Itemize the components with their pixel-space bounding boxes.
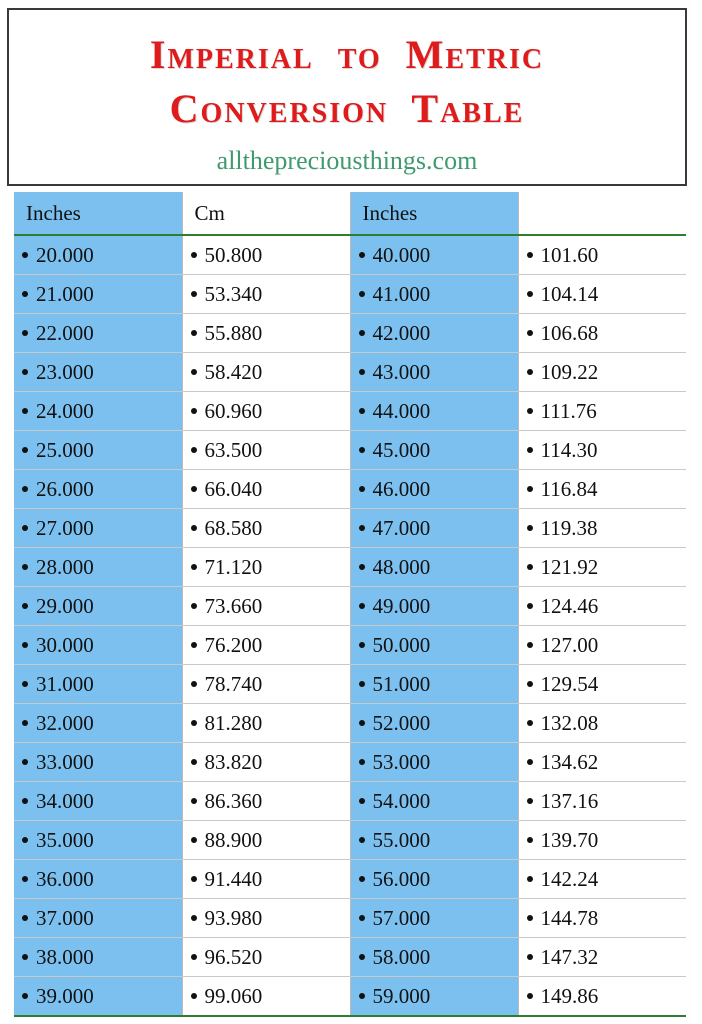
bullet-icon xyxy=(359,564,365,570)
column-header-inches-2: Inches xyxy=(350,192,518,235)
table-cell xyxy=(518,899,686,938)
bullet-icon xyxy=(527,369,533,375)
bullet-icon xyxy=(359,720,365,726)
table-header xyxy=(14,192,686,235)
table-cell xyxy=(518,626,686,665)
cell-value: 129.54 xyxy=(540,671,599,696)
cell-value: 59.000 xyxy=(372,983,431,1008)
cell-value: 109.22 xyxy=(540,359,599,384)
table-cell xyxy=(182,314,350,353)
bullet-icon xyxy=(22,330,28,336)
table-cell xyxy=(14,665,182,704)
cell-value: 119.38 xyxy=(540,515,598,540)
table-cell xyxy=(350,899,518,938)
bullet-icon xyxy=(359,681,365,687)
cell-value: 93.980 xyxy=(204,905,263,930)
table-cell xyxy=(182,353,350,392)
table-cell xyxy=(518,431,686,470)
bullet-icon xyxy=(359,486,365,492)
cell-value: 35.000 xyxy=(36,827,94,852)
bullet-icon xyxy=(527,720,533,726)
cell-value: 26.000 xyxy=(36,476,94,501)
bullet-icon xyxy=(191,759,197,765)
bullet-icon xyxy=(359,252,365,258)
cell-value: 49.000 xyxy=(372,593,431,618)
table-cell xyxy=(182,548,350,587)
table-cell xyxy=(518,548,686,587)
table-row xyxy=(14,470,686,509)
bullet-icon xyxy=(22,642,28,648)
table-cell xyxy=(182,743,350,782)
bullet-icon xyxy=(191,603,197,609)
header-banner xyxy=(7,8,687,186)
cell-value: 106.68 xyxy=(540,320,599,345)
table-row xyxy=(14,821,686,860)
table-cell xyxy=(182,782,350,821)
cell-value: 50.800 xyxy=(204,242,263,267)
table-row xyxy=(14,548,686,587)
table-cell xyxy=(14,860,182,899)
bullet-icon xyxy=(22,954,28,960)
table-cell xyxy=(182,275,350,314)
cell-value: 114.30 xyxy=(540,437,598,462)
bullet-icon xyxy=(22,525,28,531)
cell-value: 21.000 xyxy=(36,281,94,306)
cell-value: 20.000 xyxy=(36,242,94,267)
bullet-icon xyxy=(191,720,197,726)
table-row xyxy=(14,860,686,899)
bullet-icon xyxy=(191,681,197,687)
cell-value: 127.00 xyxy=(540,632,599,657)
bullet-icon xyxy=(191,369,197,375)
table-cell xyxy=(350,431,518,470)
table-cell xyxy=(518,587,686,626)
cell-value: 149.86 xyxy=(540,983,599,1008)
bullet-icon xyxy=(191,330,197,336)
table-cell xyxy=(350,392,518,431)
table-row xyxy=(14,782,686,821)
cell-value: 33.000 xyxy=(36,749,94,774)
table-cell xyxy=(350,353,518,392)
table-cell xyxy=(14,938,182,977)
table-cell xyxy=(14,470,182,509)
bullet-icon xyxy=(527,954,533,960)
bullet-icon xyxy=(191,954,197,960)
cell-value: 47.000 xyxy=(372,515,431,540)
cell-value: 50.000 xyxy=(372,632,431,657)
cell-value: 52.000 xyxy=(372,710,431,735)
bullet-icon xyxy=(22,993,28,999)
bullet-icon xyxy=(359,759,365,765)
cell-value: 55.880 xyxy=(204,320,263,345)
table-cell xyxy=(350,314,518,353)
table-cell xyxy=(350,743,518,782)
bullet-icon xyxy=(22,915,28,921)
bullet-icon xyxy=(22,291,28,297)
cell-value: 37.000 xyxy=(36,905,94,930)
cell-value: 28.000 xyxy=(36,554,94,579)
cell-value: 42.000 xyxy=(372,320,431,345)
table-cell xyxy=(518,235,686,275)
bullet-icon xyxy=(359,291,365,297)
table-cell xyxy=(350,509,518,548)
bullet-icon xyxy=(22,603,28,609)
cell-value: 43.000 xyxy=(372,359,431,384)
table-cell xyxy=(518,743,686,782)
cell-value: 56.000 xyxy=(372,866,431,891)
cell-value: 96.520 xyxy=(204,944,263,969)
table-cell xyxy=(14,353,182,392)
cell-value: 45.000 xyxy=(372,437,431,462)
bullet-icon xyxy=(191,642,197,648)
table-cell xyxy=(14,392,182,431)
cell-value: 40.000 xyxy=(372,242,431,267)
table-cell xyxy=(182,665,350,704)
cell-value: 46.000 xyxy=(372,476,431,501)
bullet-icon xyxy=(191,993,197,999)
table-cell xyxy=(14,587,182,626)
table-cell xyxy=(350,587,518,626)
bullet-icon xyxy=(191,525,197,531)
column-header-inches-1: Inches xyxy=(14,192,182,235)
table-cell xyxy=(350,821,518,860)
bullet-icon xyxy=(527,447,533,453)
table-row xyxy=(14,314,686,353)
table-cell xyxy=(350,782,518,821)
table-cell xyxy=(14,235,182,275)
bullet-icon xyxy=(359,837,365,843)
table-cell xyxy=(518,860,686,899)
cell-value: 86.360 xyxy=(204,788,263,813)
cell-value: 104.14 xyxy=(540,281,599,306)
cell-value: 111.76 xyxy=(540,398,597,423)
column-header-cm-2 xyxy=(518,192,686,235)
table-cell xyxy=(350,704,518,743)
bullet-icon xyxy=(527,564,533,570)
cell-value: 25.000 xyxy=(36,437,94,462)
cell-value: 116.84 xyxy=(540,476,598,501)
bullet-icon xyxy=(527,525,533,531)
cell-value: 88.900 xyxy=(204,827,263,852)
table-cell xyxy=(182,431,350,470)
table-cell xyxy=(350,275,518,314)
bullet-icon xyxy=(527,993,533,999)
cell-value: 55.000 xyxy=(372,827,431,852)
cell-value: 29.000 xyxy=(36,593,94,618)
bullet-icon xyxy=(359,330,365,336)
cell-value: 31.000 xyxy=(36,671,94,696)
bullet-icon xyxy=(191,876,197,882)
table-body xyxy=(14,235,686,1016)
table-cell xyxy=(182,626,350,665)
bullet-icon xyxy=(359,954,365,960)
cell-value: 54.000 xyxy=(372,788,431,813)
bullet-icon xyxy=(191,798,197,804)
table-cell xyxy=(14,314,182,353)
bullet-icon xyxy=(191,915,197,921)
table-cell xyxy=(14,509,182,548)
table-cell xyxy=(182,470,350,509)
bullet-icon xyxy=(22,408,28,414)
table-cell xyxy=(350,860,518,899)
bullet-icon xyxy=(527,330,533,336)
bullet-icon xyxy=(22,369,28,375)
table-cell xyxy=(518,704,686,743)
table-row xyxy=(14,235,686,275)
cell-value: 137.16 xyxy=(540,788,599,813)
cell-value: 99.060 xyxy=(204,983,263,1008)
cell-value: 24.000 xyxy=(36,398,94,423)
bullet-icon xyxy=(527,291,533,297)
table-cell xyxy=(350,626,518,665)
cell-value: 58.000 xyxy=(372,944,431,969)
table-cell xyxy=(182,587,350,626)
site-watermark: allthepreciousthings.com xyxy=(216,146,478,175)
cell-value: 73.660 xyxy=(204,593,263,618)
cell-value: 32.000 xyxy=(36,710,94,735)
cell-value: 63.500 xyxy=(204,437,263,462)
conversion-table-wrapper xyxy=(14,192,686,1017)
table-cell xyxy=(518,470,686,509)
table-row xyxy=(14,431,686,470)
bullet-icon xyxy=(22,798,28,804)
table-row xyxy=(14,743,686,782)
page-title-line-1: Imperial to Metric xyxy=(149,32,545,77)
cell-value: 36.000 xyxy=(36,866,94,891)
bullet-icon xyxy=(527,642,533,648)
cell-value: 58.420 xyxy=(204,359,263,384)
cell-value: 134.62 xyxy=(540,749,599,774)
table-cell xyxy=(14,782,182,821)
cell-value: 83.820 xyxy=(204,749,263,774)
bullet-icon xyxy=(22,837,28,843)
bullet-icon xyxy=(359,915,365,921)
cell-value: 147.32 xyxy=(540,944,599,969)
table-cell xyxy=(182,235,350,275)
table-cell xyxy=(14,743,182,782)
table-cell xyxy=(182,704,350,743)
column-header-cm-1: Cm xyxy=(182,192,350,235)
table-row xyxy=(14,587,686,626)
table-row xyxy=(14,938,686,977)
bullet-icon xyxy=(527,759,533,765)
table-cell xyxy=(350,548,518,587)
cell-value: 48.000 xyxy=(372,554,431,579)
cell-value: 71.120 xyxy=(204,554,263,579)
cell-value: 23.000 xyxy=(36,359,94,384)
table-cell xyxy=(14,977,182,1017)
bullet-icon xyxy=(359,447,365,453)
cell-value: 91.440 xyxy=(204,866,263,891)
table-cell xyxy=(14,899,182,938)
table-cell xyxy=(14,704,182,743)
table-cell xyxy=(14,821,182,860)
bullet-icon xyxy=(359,525,365,531)
cell-value: 51.000 xyxy=(372,671,431,696)
table-cell xyxy=(518,665,686,704)
table-cell xyxy=(350,665,518,704)
table-cell xyxy=(14,275,182,314)
bullet-icon xyxy=(527,837,533,843)
table-row xyxy=(14,626,686,665)
table-row xyxy=(14,275,686,314)
bullet-icon xyxy=(22,876,28,882)
cell-value: 121.92 xyxy=(540,554,599,579)
table-cell xyxy=(182,821,350,860)
bullet-icon xyxy=(359,876,365,882)
table-cell xyxy=(182,977,350,1017)
table-cell xyxy=(182,899,350,938)
table-cell xyxy=(518,275,686,314)
bullet-icon xyxy=(359,408,365,414)
cell-value: 101.60 xyxy=(540,242,599,267)
bullet-icon xyxy=(22,681,28,687)
table-row xyxy=(14,665,686,704)
table-cell xyxy=(14,626,182,665)
cell-value: 132.08 xyxy=(540,710,599,735)
cell-value: 34.000 xyxy=(36,788,94,813)
cell-value: 81.280 xyxy=(204,710,263,735)
bullet-icon xyxy=(22,486,28,492)
bullet-icon xyxy=(191,252,197,258)
table-cell xyxy=(518,977,686,1017)
cell-value: 57.000 xyxy=(372,905,431,930)
cell-value: 53.000 xyxy=(372,749,431,774)
table-cell xyxy=(350,235,518,275)
table-row xyxy=(14,899,686,938)
bullet-icon xyxy=(22,759,28,765)
bullet-icon xyxy=(359,798,365,804)
cell-value: 30.000 xyxy=(36,632,94,657)
bullet-icon xyxy=(191,486,197,492)
cell-value: 139.70 xyxy=(540,827,599,852)
cell-value: 53.340 xyxy=(204,281,263,306)
table-cell xyxy=(518,938,686,977)
table-cell xyxy=(350,977,518,1017)
table-cell xyxy=(518,509,686,548)
table-cell xyxy=(14,431,182,470)
bullet-icon xyxy=(359,603,365,609)
bullet-icon xyxy=(191,408,197,414)
bullet-icon xyxy=(22,720,28,726)
bullet-icon xyxy=(191,837,197,843)
page-title-line-2: Conversion Table xyxy=(169,86,525,131)
bullet-icon xyxy=(22,564,28,570)
cell-value: 27.000 xyxy=(36,515,94,540)
bullet-icon xyxy=(359,642,365,648)
bullet-icon xyxy=(527,681,533,687)
table-cell xyxy=(14,548,182,587)
page-title xyxy=(9,28,685,136)
cell-value: 44.000 xyxy=(372,398,431,423)
cell-value: 66.040 xyxy=(204,476,263,501)
table-header-row xyxy=(14,192,686,235)
table-cell xyxy=(518,353,686,392)
table-cell xyxy=(518,314,686,353)
cell-value: 41.000 xyxy=(372,281,431,306)
table-row xyxy=(14,509,686,548)
table-cell xyxy=(182,860,350,899)
bullet-icon xyxy=(527,603,533,609)
table-cell xyxy=(182,392,350,431)
table-cell xyxy=(350,938,518,977)
cell-value: 142.24 xyxy=(540,866,599,891)
bullet-icon xyxy=(527,408,533,414)
cell-value: 39.000 xyxy=(36,983,94,1008)
bullet-icon xyxy=(22,252,28,258)
bullet-icon xyxy=(359,993,365,999)
bullet-icon xyxy=(191,291,197,297)
table-cell xyxy=(182,938,350,977)
table-cell xyxy=(518,782,686,821)
table-cell xyxy=(182,509,350,548)
bullet-icon xyxy=(527,486,533,492)
cell-value: 76.200 xyxy=(204,632,263,657)
bullet-icon xyxy=(191,564,197,570)
table-row xyxy=(14,977,686,1017)
bullet-icon xyxy=(527,915,533,921)
conversion-table xyxy=(14,192,686,1017)
table-row xyxy=(14,353,686,392)
table-row xyxy=(14,704,686,743)
cell-value: 144.78 xyxy=(540,905,599,930)
bullet-icon xyxy=(22,447,28,453)
cell-value: 78.740 xyxy=(204,671,263,696)
cell-value: 38.000 xyxy=(36,944,94,969)
bullet-icon xyxy=(191,447,197,453)
table-cell xyxy=(518,821,686,860)
cell-value: 22.000 xyxy=(36,320,94,345)
table-cell xyxy=(518,392,686,431)
table-cell xyxy=(350,470,518,509)
bullet-icon xyxy=(359,369,365,375)
cell-value: 68.580 xyxy=(204,515,263,540)
bullet-icon xyxy=(527,876,533,882)
table-row xyxy=(14,392,686,431)
cell-value: 124.46 xyxy=(540,593,599,618)
bullet-icon xyxy=(527,798,533,804)
bullet-icon xyxy=(527,252,533,258)
cell-value: 60.960 xyxy=(204,398,263,423)
